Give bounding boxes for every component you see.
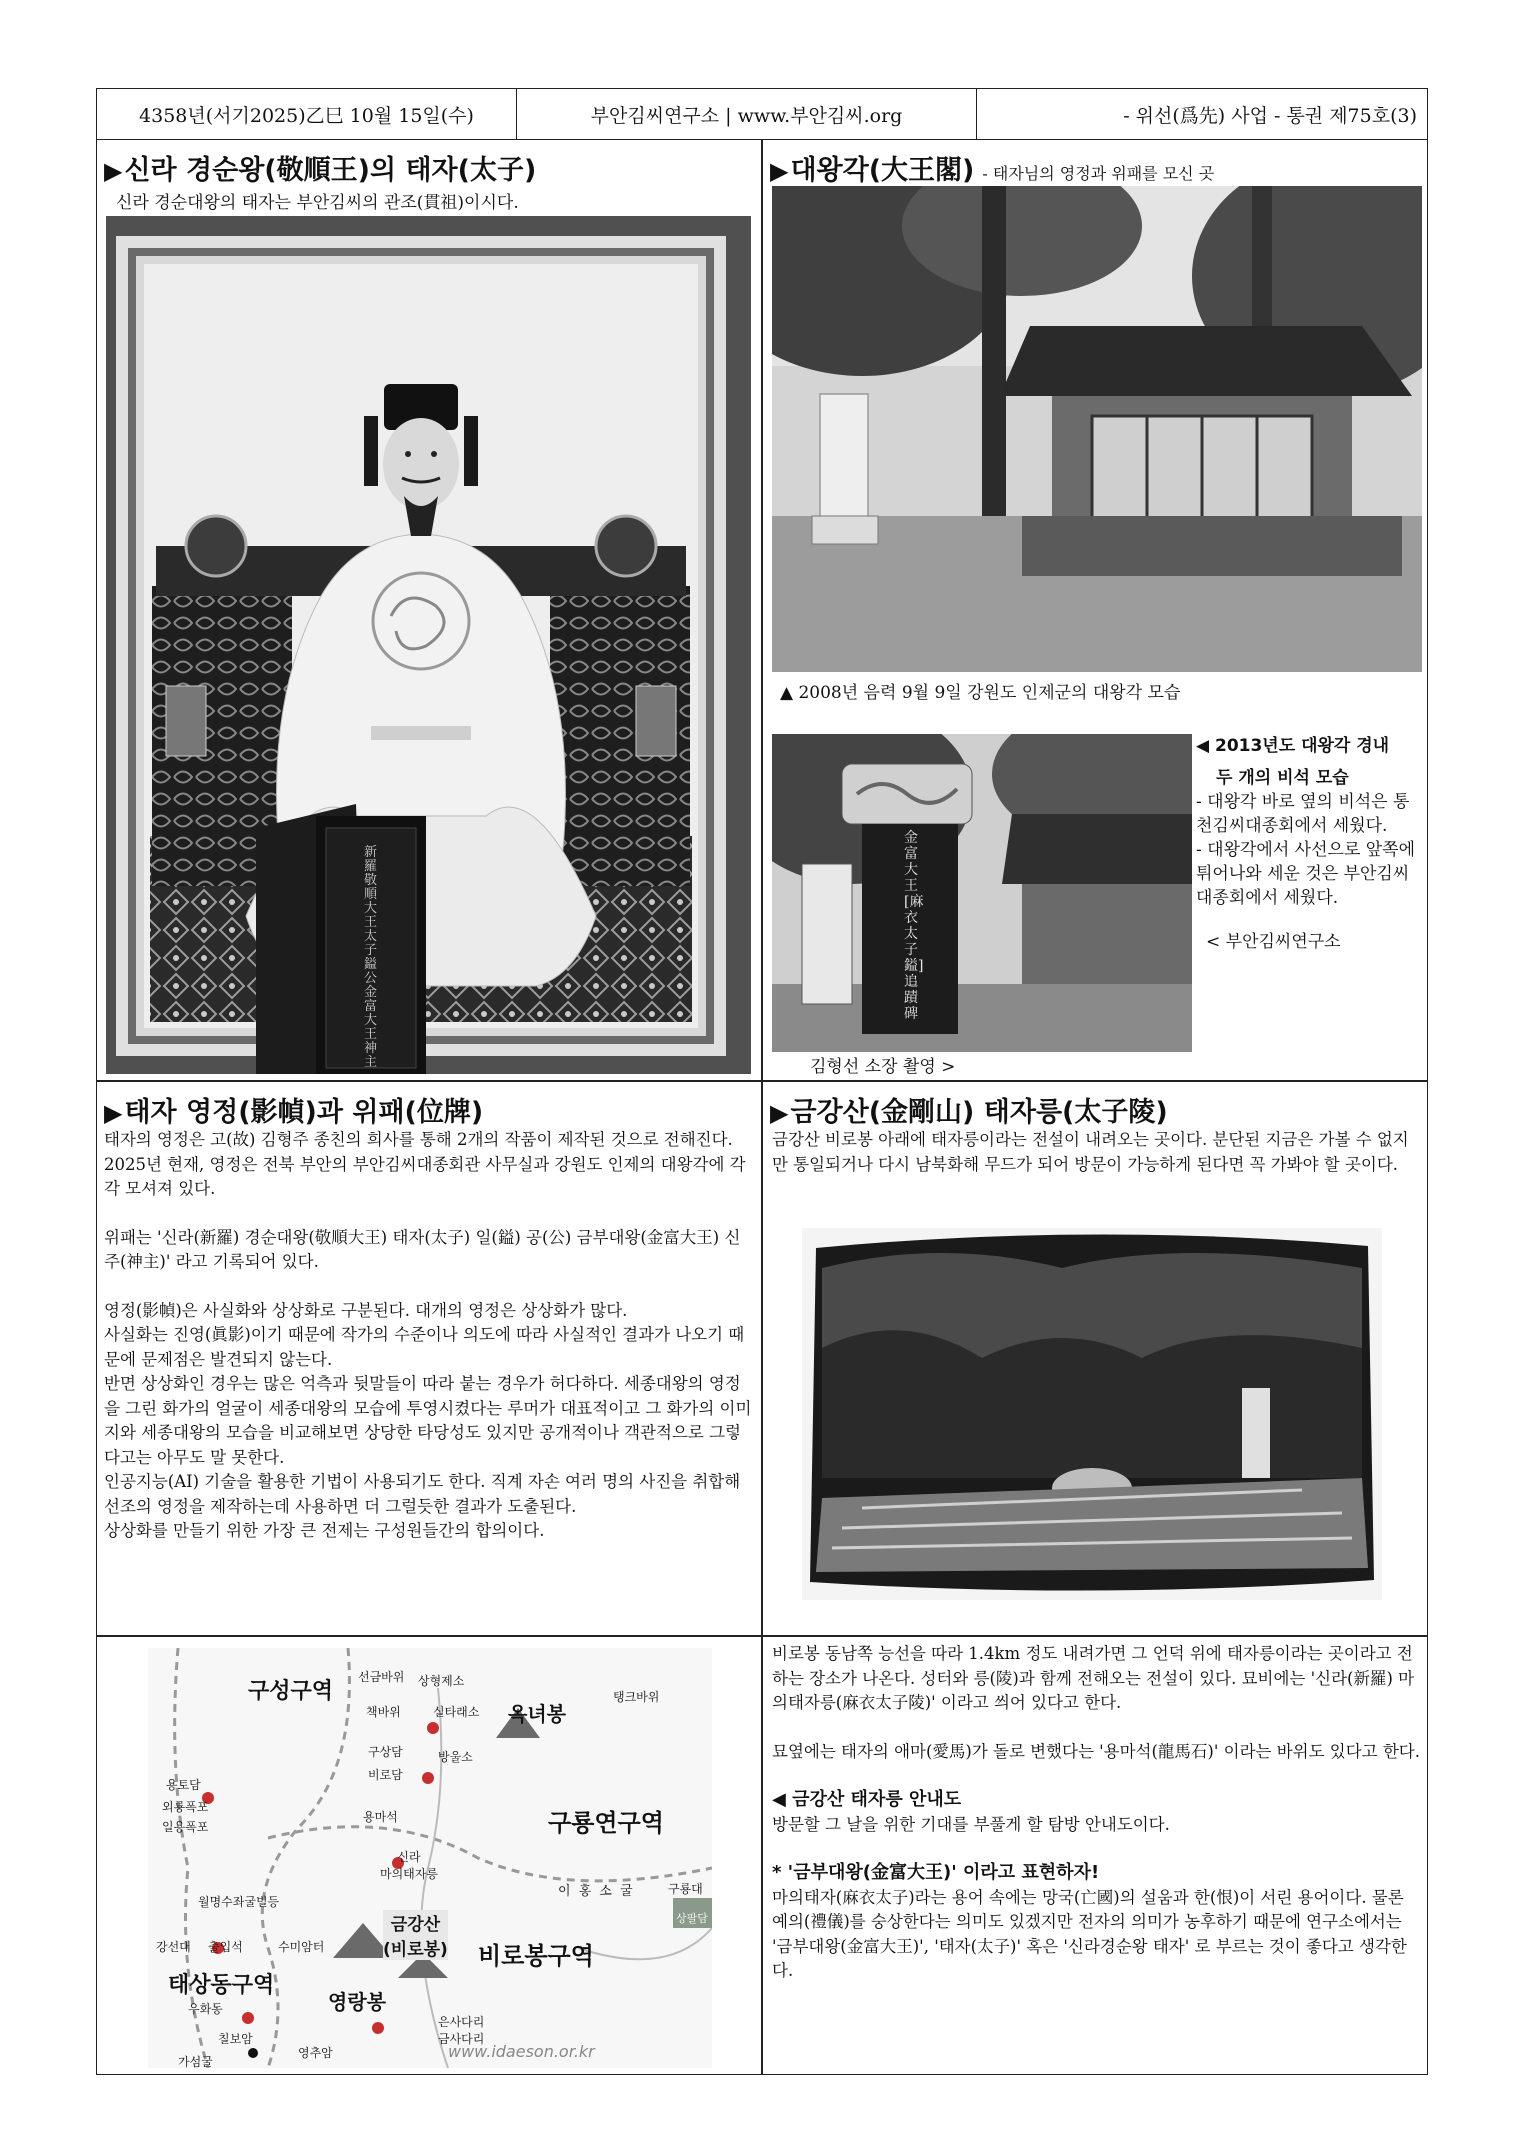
map-place-label: 실타래소: [433, 1705, 480, 1719]
paragraph: 인공지능(AI) 기술을 활용한 기법이 사용되기도 한다. 직계 자손 여러 명의 사진을 취합해 선조의 영정을 제작하는데 사용하면 더 그럴듯한 결과가 도출된다.: [104, 1472, 741, 1516]
map-place-label: 출입석: [208, 1940, 243, 1954]
play-triangle-icon: ▶: [770, 157, 789, 185]
grid-divider-row1: [96, 1080, 1428, 1082]
side-note-title: ◀ 2013년도 대왕각 경내: [1196, 736, 1390, 756]
section-title-crown-prince: [104, 148, 536, 187]
section-title-daewanggak: [770, 148, 1214, 187]
section-title-text: 신라 경순왕(敬順王)의 태자(太子): [124, 155, 537, 186]
map-peak-label: 금강산 (비로봉): [383, 1910, 448, 1960]
map-region-label: 영랑봉: [328, 1990, 386, 2014]
side-note-p2: - 대왕각에서 사선으로 앞쪽에 튀어나와 세운 것은 부안김씨대종회에서 세웠다.: [1196, 840, 1416, 908]
map-place-label: 책바위: [366, 1705, 401, 1719]
paragraph: 위패는 '신라(新羅) 경순대왕(敬順大王) 태자(太子) 일(鎰) 공(公) 금부대왕(金富大王) 신주(神主)' 라고 기록되어 있다.: [104, 1227, 741, 1271]
grid-divider-vertical: [761, 140, 763, 2075]
map-place-label: 비로담: [368, 1768, 403, 1782]
map-place-label: 영추암: [298, 2046, 333, 2060]
tablet-inscription: 新羅敬順大王太子鎰公 金富大王 神主: [364, 845, 378, 1070]
map-place-label: 강선대: [156, 1940, 191, 1954]
map-place-label: 외룡폭포: [162, 1800, 209, 1814]
shrine-photo-caption: ▲ 2008년 음력 9월 9일 강원도 인제군의 대왕각 모습: [780, 683, 1181, 703]
section-title-text: 금강산(金剛山) 태자릉(太子陵): [790, 1097, 1168, 1128]
play-triangle-icon: ▶: [104, 157, 123, 185]
section-body-portrait: [104, 1128, 754, 1544]
map-region-label: 구성구역: [248, 1679, 334, 1704]
paragraph: 방문할 그 날을 위한 기대를 부풀게 할 탐방 안내도이다.: [772, 1814, 1170, 1834]
map-region-label: 비로봉구역: [478, 1942, 594, 1970]
map-place-label: 칠보암: [218, 2032, 253, 2046]
guide-title: ◀ 금강산 태자릉 안내도: [772, 1789, 962, 1810]
note-title: * '금부대왕(金富大王)' 이라고 표현하자!: [772, 1862, 1100, 1883]
play-triangle-icon: ▶: [770, 1099, 789, 1127]
kumgangsan-map: [148, 1648, 712, 2068]
map-region-label: 구룡연구역: [548, 1809, 664, 1837]
map-place-label: 용마석: [363, 1810, 398, 1824]
map-place-label: 선금바위: [358, 1670, 405, 1684]
map-place-label: 신라 마의태자릉: [380, 1850, 438, 1881]
map-place-label: 이 홍 소 굴: [558, 1884, 635, 1899]
play-triangle-icon: ▶: [104, 1099, 123, 1127]
map-place-label: 우화동: [188, 2002, 223, 2016]
section-title-text: 대왕각(大王閣): [790, 155, 975, 186]
section-title-text: 태자 영정(影幀)과 위패(位牌): [124, 1097, 484, 1128]
map-place-label: 구상담: [368, 1745, 403, 1759]
section-title-portrait-tablet: [104, 1090, 483, 1129]
map-watermark: www.idaeson.or.kr: [448, 2042, 595, 2061]
map-region-label: 태상동구역: [168, 1973, 275, 1998]
map-place-label: 상형제소: [418, 1674, 465, 1688]
map-place-label: 구룡대: [668, 1882, 703, 1896]
paragraph: 사실화는 진영(眞影)이기 때문에 작가의 수준이나 의도에 따라 사실적인 결과가 나오기 때문에 문제점은 발견되지 않는다.: [104, 1325, 745, 1369]
side-note-subtitle: 두 개의 비석 모습: [1216, 768, 1349, 788]
grid-divider-row2: [96, 1635, 1428, 1637]
map-place-label: 용토담: [166, 1778, 201, 1792]
paragraph: 묘옆에는 태자의 애마(愛馬)가 돌로 변했다는 '용마석(龍馬石)' 이라는 바위도 있다고 한다.: [772, 1741, 1420, 1761]
section-title-tomb: [770, 1090, 1168, 1129]
section-intro: 신라 경순대왕의 태자는 부안김씨의 관조(貫祖)이시다.: [116, 193, 519, 213]
map-place-label: 금사다리: [438, 2032, 485, 2046]
stele-inscription: 金富大王[麻衣太子鎰]追蹟碑: [904, 830, 924, 1022]
paragraph: 영정(影幀)은 사실화와 상상화로 구분된다. 대개의 영정은 상상화가 많다.: [104, 1300, 628, 1320]
map-region-label: 옥녀봉: [508, 1702, 566, 1726]
shrine-photo-2008: [772, 186, 1422, 672]
map-place-label: 탱크바위: [613, 1690, 660, 1704]
map-place-label: 방울소: [438, 1750, 473, 1764]
paragraph: 마의태자(麻衣太子)라는 용어 속에는 망국(亡國)의 설움과 한(恨)이 서린 용어이다. 물론 예의(禮儀)를 숭상한다는 의미도 있겠지만 전자의 의미가 농후하기 때문에 연구소에서는 '금부대왕(金富大王)', '태자(太子)' 혹은 '신라경순왕 태자' 로 부르는 것이 좋다고 생각한다.: [772, 1887, 1407, 1980]
side-note: [1196, 734, 1422, 954]
section-body-tomb: 금강산 비로봉 아래에 태자릉이라는 전설이 내려오는 곳이다. 분단된 지금은 가볼 수 없지만 통일되거나 다시 남북화해 무드가 되어 방문이 가능하게 된다면 꼭 가봐야 할 곳이다.: [772, 1130, 1409, 1174]
map-place-label: 월명수좌굴빌등: [198, 1895, 280, 1909]
paragraph: 비로봉 동남쪽 능선을 따라 1.4km 정도 내려가면 그 언덕 위에 태자릉이라는 곳이라고 전하는 장소가 나온다. 성터와 릉(陵)과 함께 전해오는 전설이 있다. 묘비에는 '신라(新羅) 마의태자릉(麻衣太子陵)' 이라고 씌어 있다고 한다.: [772, 1644, 1415, 1712]
map-place-label: 일용폭포: [162, 1820, 209, 1834]
header-date: 4358년(서기2025)乙巳 10월 15일(수): [97, 89, 517, 139]
photo-credit: 김형선 소장 촬영 >: [810, 1057, 956, 1077]
shrine-steles-photo-2013: [772, 734, 1192, 1052]
tomb-photo: [802, 1228, 1382, 1600]
map-place-label: 은사다리: [438, 2015, 485, 2029]
portrait-photo: [106, 216, 751, 1074]
paragraph: 태자의 영정은 고(故) 김형주 종친의 희사를 통해 2개의 작품이 제작된 것으로 전해진다. 2025년 현재, 영정은 전북 부안의 부안김씨대종회관 사무실과 강원도 인제의 대왕각에 각각 모셔져 있다.: [104, 1130, 746, 1198]
map-place-label: 수미암터: [278, 1940, 325, 1954]
paragraph: 반면 상상화인 경우는 많은 억측과 뒷말들이 따라 붙는 경우가 허다하다. 세종대왕의 영정을 그린 화가의 얼굴이 세종대왕의 모습에 투영시켰다는 루머가 대표적이고 그 화가의 이미지와 세종대왕의 모습을 비교해보면 상당한 타당성도 있지만 공개적이나 객관적으로 그렇다고는 아무도 말 못한다.: [104, 1374, 752, 1467]
header-series: - 위선(爲先) 사업 - 통권 제75호(3): [1123, 104, 1417, 127]
side-note-p1: - 대왕각 바로 옆의 비석은 통천김씨대종회에서 세웠다.: [1196, 792, 1410, 836]
map-place-label: 가섬굴: [178, 2055, 213, 2068]
page-header: [96, 88, 1428, 140]
section-subtitle: - 태자님의 영정과 위패를 모신 곳: [982, 164, 1215, 183]
side-note-credit: < 부안김씨연구소: [1206, 932, 1341, 952]
paragraph: 상상화를 만들기 위한 가장 큰 전제는 구성원들간의 합의이다.: [104, 1521, 545, 1540]
section-body-tomb-detail: [772, 1642, 1422, 1984]
header-publisher: 부안김씨연구소 | www.부안김씨.org: [517, 89, 977, 139]
map-place-label: 상팔담: [676, 1912, 708, 1925]
